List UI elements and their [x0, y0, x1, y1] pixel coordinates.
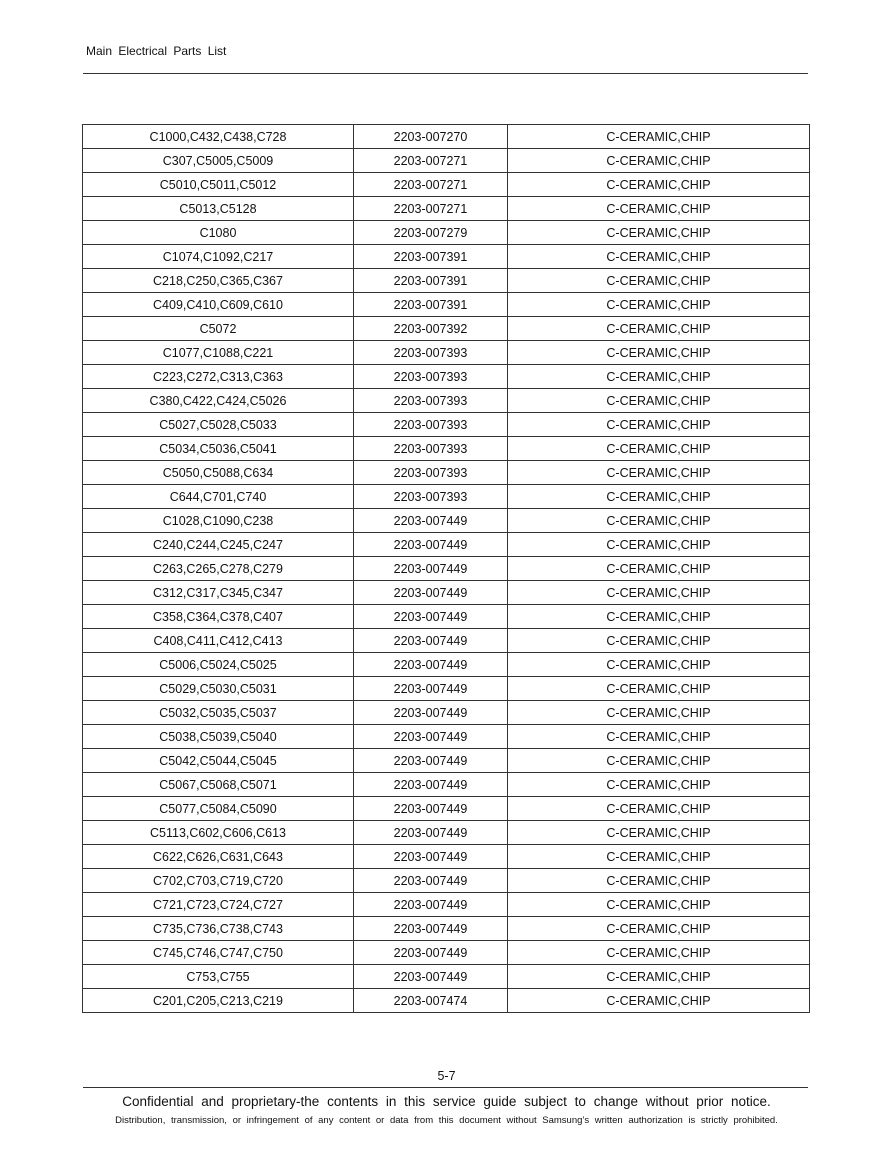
part-code-cell: 2203-007271 — [354, 173, 508, 197]
location-cell: C753,C755 — [83, 965, 354, 989]
table-row — [83, 125, 810, 149]
confidential-notice: Confidential and proprietary-the contents in this service guide subject to change without prior notice. — [122, 1094, 771, 1109]
location-cell: C240,C244,C245,C247 — [83, 533, 354, 557]
table-row — [83, 701, 810, 725]
location-cell: C409,C410,C609,C610 — [83, 293, 354, 317]
table-row — [83, 893, 810, 917]
table-row — [83, 749, 810, 773]
part-code-cell: 2203-007449 — [354, 845, 508, 869]
location-cell: C223,C272,C313,C363 — [83, 365, 354, 389]
part-code-cell: 2203-007449 — [354, 821, 508, 845]
location-cell: C644,C701,C740 — [83, 485, 354, 509]
description-cell: C-CERAMIC,CHIP — [508, 629, 810, 653]
description-cell: C-CERAMIC,CHIP — [508, 317, 810, 341]
location-cell: C307,C5005,C5009 — [83, 149, 354, 173]
table-row — [83, 989, 810, 1013]
location-cell: C745,C746,C747,C750 — [83, 941, 354, 965]
part-code-cell: 2203-007449 — [354, 509, 508, 533]
table-row — [83, 173, 810, 197]
part-code-cell: 2203-007391 — [354, 293, 508, 317]
description-cell: C-CERAMIC,CHIP — [508, 125, 810, 149]
location-cell: C5010,C5011,C5012 — [83, 173, 354, 197]
description-cell: C-CERAMIC,CHIP — [508, 461, 810, 485]
description-cell: C-CERAMIC,CHIP — [508, 149, 810, 173]
part-code-cell: 2203-007393 — [354, 389, 508, 413]
table-row — [83, 413, 810, 437]
location-cell: C358,C364,C378,C407 — [83, 605, 354, 629]
part-code-cell: 2203-007393 — [354, 413, 508, 437]
part-code-cell: 2203-007449 — [354, 869, 508, 893]
location-cell: C5067,C5068,C5071 — [83, 773, 354, 797]
description-cell: C-CERAMIC,CHIP — [508, 509, 810, 533]
table-row — [83, 269, 810, 293]
table-row — [83, 869, 810, 893]
table-row — [83, 221, 810, 245]
location-cell: C5006,C5024,C5025 — [83, 653, 354, 677]
part-code-cell: 2203-007474 — [354, 989, 508, 1013]
part-code-cell: 2203-007449 — [354, 653, 508, 677]
description-cell: C-CERAMIC,CHIP — [508, 581, 810, 605]
table-row — [83, 293, 810, 317]
part-code-cell: 2203-007449 — [354, 773, 508, 797]
part-code-cell: 2203-007271 — [354, 149, 508, 173]
part-code-cell: 2203-007449 — [354, 701, 508, 725]
table-row — [83, 965, 810, 989]
table-row — [83, 533, 810, 557]
description-cell: C-CERAMIC,CHIP — [508, 701, 810, 725]
description-cell: C-CERAMIC,CHIP — [508, 221, 810, 245]
description-cell: C-CERAMIC,CHIP — [508, 653, 810, 677]
part-code-cell: 2203-007391 — [354, 269, 508, 293]
table-row — [83, 341, 810, 365]
location-cell: C5042,C5044,C5045 — [83, 749, 354, 773]
table-row — [83, 509, 810, 533]
description-cell: C-CERAMIC,CHIP — [508, 293, 810, 317]
part-code-cell: 2203-007393 — [354, 341, 508, 365]
table-row — [83, 365, 810, 389]
description-cell: C-CERAMIC,CHIP — [508, 893, 810, 917]
location-cell: C5029,C5030,C5031 — [83, 677, 354, 701]
description-cell: C-CERAMIC,CHIP — [508, 437, 810, 461]
parts-table-body — [83, 125, 810, 1013]
location-cell: C5038,C5039,C5040 — [83, 725, 354, 749]
part-code-cell: 2203-007271 — [354, 197, 508, 221]
location-cell: C5034,C5036,C5041 — [83, 437, 354, 461]
location-cell: C312,C317,C345,C347 — [83, 581, 354, 605]
part-code-cell: 2203-007393 — [354, 461, 508, 485]
table-row — [83, 389, 810, 413]
description-cell: C-CERAMIC,CHIP — [508, 965, 810, 989]
location-cell: C5072 — [83, 317, 354, 341]
description-cell: C-CERAMIC,CHIP — [508, 821, 810, 845]
part-code-cell: 2203-007449 — [354, 749, 508, 773]
location-cell: C721,C723,C724,C727 — [83, 893, 354, 917]
footer-divider — [83, 1087, 808, 1088]
table-row — [83, 629, 810, 653]
location-cell: C5077,C5084,C5090 — [83, 797, 354, 821]
description-cell: C-CERAMIC,CHIP — [508, 773, 810, 797]
part-code-cell: 2203-007391 — [354, 245, 508, 269]
table-row — [83, 461, 810, 485]
location-cell: C1000,C432,C438,C728 — [83, 125, 354, 149]
part-code-cell: 2203-007393 — [354, 437, 508, 461]
location-cell: C1028,C1090,C238 — [83, 509, 354, 533]
distribution-notice: Distribution, transmission, or infringement of any content or data from this document without Samsung’s written authorization is strictly prohibited. — [115, 1115, 778, 1126]
part-code-cell: 2203-007449 — [354, 917, 508, 941]
part-code-cell: 2203-007449 — [354, 557, 508, 581]
location-cell: C5013,C5128 — [83, 197, 354, 221]
part-code-cell: 2203-007449 — [354, 533, 508, 557]
location-cell: C1074,C1092,C217 — [83, 245, 354, 269]
table-row — [83, 821, 810, 845]
part-code-cell: 2203-007279 — [354, 221, 508, 245]
location-cell: C702,C703,C719,C720 — [83, 869, 354, 893]
table-row — [83, 581, 810, 605]
description-cell: C-CERAMIC,CHIP — [508, 533, 810, 557]
location-cell: C622,C626,C631,C643 — [83, 845, 354, 869]
location-cell: C5113,C602,C606,C613 — [83, 821, 354, 845]
description-cell: C-CERAMIC,CHIP — [508, 485, 810, 509]
description-cell: C-CERAMIC,CHIP — [508, 749, 810, 773]
table-row — [83, 797, 810, 821]
table-row — [83, 485, 810, 509]
part-code-cell: 2203-007449 — [354, 629, 508, 653]
table-row — [83, 437, 810, 461]
part-code-cell: 2203-007270 — [354, 125, 508, 149]
location-cell: C201,C205,C213,C219 — [83, 989, 354, 1013]
description-cell: C-CERAMIC,CHIP — [508, 917, 810, 941]
part-code-cell: 2203-007449 — [354, 677, 508, 701]
table-row — [83, 557, 810, 581]
table-row — [83, 317, 810, 341]
description-cell: C-CERAMIC,CHIP — [508, 365, 810, 389]
table-row — [83, 677, 810, 701]
description-cell: C-CERAMIC,CHIP — [508, 677, 810, 701]
table-row — [83, 725, 810, 749]
part-code-cell: 2203-007392 — [354, 317, 508, 341]
location-cell: C218,C250,C365,C367 — [83, 269, 354, 293]
description-cell: C-CERAMIC,CHIP — [508, 269, 810, 293]
description-cell: C-CERAMIC,CHIP — [508, 557, 810, 581]
table-row — [83, 149, 810, 173]
location-cell: C1077,C1088,C221 — [83, 341, 354, 365]
description-cell: C-CERAMIC,CHIP — [508, 941, 810, 965]
location-cell: C5027,C5028,C5033 — [83, 413, 354, 437]
location-cell: C263,C265,C278,C279 — [83, 557, 354, 581]
table-row — [83, 773, 810, 797]
location-cell: C5050,C5088,C634 — [83, 461, 354, 485]
part-code-cell: 2203-007449 — [354, 893, 508, 917]
description-cell: C-CERAMIC,CHIP — [508, 389, 810, 413]
part-code-cell: 2203-007449 — [354, 605, 508, 629]
description-cell: C-CERAMIC,CHIP — [508, 605, 810, 629]
description-cell: C-CERAMIC,CHIP — [508, 245, 810, 269]
page-number: 5-7 — [437, 1069, 456, 1083]
description-cell: C-CERAMIC,CHIP — [508, 173, 810, 197]
table-row — [83, 245, 810, 269]
part-code-cell: 2203-007449 — [354, 581, 508, 605]
table-row — [83, 653, 810, 677]
table-row — [83, 845, 810, 869]
header-divider — [83, 73, 808, 74]
description-cell: C-CERAMIC,CHIP — [508, 869, 810, 893]
description-cell: C-CERAMIC,CHIP — [508, 197, 810, 221]
part-code-cell: 2203-007393 — [354, 365, 508, 389]
location-cell: C408,C411,C412,C413 — [83, 629, 354, 653]
description-cell: C-CERAMIC,CHIP — [508, 989, 810, 1013]
table-row — [83, 941, 810, 965]
part-code-cell: 2203-007449 — [354, 941, 508, 965]
description-cell: C-CERAMIC,CHIP — [508, 341, 810, 365]
table-row — [83, 197, 810, 221]
part-code-cell: 2203-007449 — [354, 797, 508, 821]
location-cell: C380,C422,C424,C5026 — [83, 389, 354, 413]
parts-table — [82, 124, 810, 1013]
location-cell: C735,C736,C738,C743 — [83, 917, 354, 941]
part-code-cell: 2203-007449 — [354, 965, 508, 989]
part-code-cell: 2203-007393 — [354, 485, 508, 509]
page-header-title: Main Electrical Parts List — [86, 44, 227, 58]
table-row — [83, 605, 810, 629]
table-row — [83, 917, 810, 941]
description-cell: C-CERAMIC,CHIP — [508, 797, 810, 821]
description-cell: C-CERAMIC,CHIP — [508, 413, 810, 437]
location-cell: C1080 — [83, 221, 354, 245]
description-cell: C-CERAMIC,CHIP — [508, 845, 810, 869]
part-code-cell: 2203-007449 — [354, 725, 508, 749]
description-cell: C-CERAMIC,CHIP — [508, 725, 810, 749]
location-cell: C5032,C5035,C5037 — [83, 701, 354, 725]
